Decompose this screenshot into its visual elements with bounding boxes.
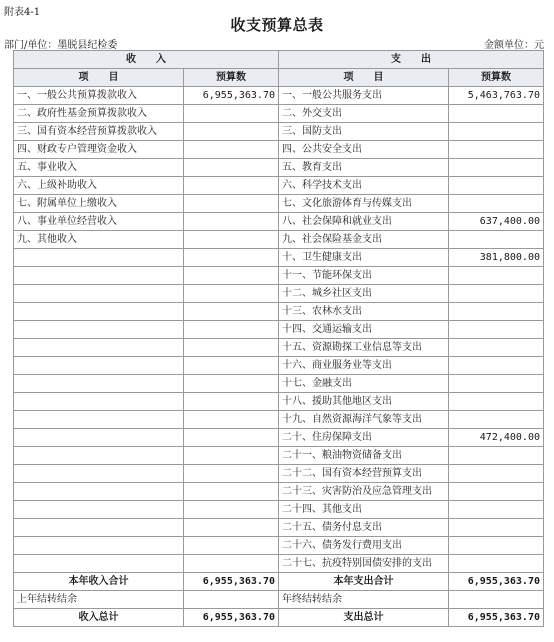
- income-amount-cell: [184, 123, 279, 141]
- income-total-label: 收入总计: [14, 609, 184, 627]
- income-item-cell: [14, 285, 184, 303]
- expense-item-cell: 十六、商业服务业等支出: [279, 357, 449, 375]
- expense-item-cell: 二十三、灾害防治及应急管理支出: [279, 483, 449, 501]
- expense-amount-cell: [449, 339, 544, 357]
- expense-item-cell: 十五、资源勘探工业信息等支出: [279, 339, 449, 357]
- table-row: [14, 447, 544, 465]
- table-row: [14, 321, 544, 339]
- expense-amount-cell: [449, 231, 544, 249]
- income-item-cell: 六、上级补助收入: [14, 177, 184, 195]
- income-amount-cell: [184, 195, 279, 213]
- income-item-cell: [14, 537, 184, 555]
- income-amount-cell: [184, 267, 279, 285]
- income-item-cell: [14, 429, 184, 447]
- expense-item-cell: 五、教育支出: [279, 159, 449, 177]
- income-item-cell: [14, 519, 184, 537]
- income-amount-cell: [184, 321, 279, 339]
- table-row: [14, 303, 544, 321]
- expense-item-cell: 二十二、国有资本经营预算支出: [279, 465, 449, 483]
- income-item-cell: [14, 357, 184, 375]
- expense-amount-cell: 472,400.00: [449, 429, 544, 447]
- income-item-cell: 三、国有资本经营预算拨款收入: [14, 123, 184, 141]
- expense-amount-cell: 637,400.00: [449, 213, 544, 231]
- expense-amount-cell: [449, 321, 544, 339]
- expense-item-cell: 十八、援助其他地区支出: [279, 393, 449, 411]
- income-amount-cell: [184, 177, 279, 195]
- income-item-cell: 二、政府性基金预算拨款收入: [14, 105, 184, 123]
- table-row: [14, 375, 544, 393]
- subtotal-row: [14, 573, 544, 591]
- expense-item-cell: 六、科学技术支出: [279, 177, 449, 195]
- expense-item-cell: 十四、交通运输支出: [279, 321, 449, 339]
- expense-amount-cell: [449, 465, 544, 483]
- expense-amount-cell: [449, 195, 544, 213]
- expense-item-cell: 九、社会保险基金支出: [279, 231, 449, 249]
- expense-item-cell: 三、国防支出: [279, 123, 449, 141]
- expense-item-cell: 十、卫生健康支出: [279, 249, 449, 267]
- table-row: [14, 195, 544, 213]
- table-row: [14, 411, 544, 429]
- income-total-amount: 6,955,363.70: [184, 609, 279, 627]
- expense-amount-cell: [449, 483, 544, 501]
- income-amount-cell: [184, 159, 279, 177]
- income-item-cell: 八、事业单位经营收入: [14, 213, 184, 231]
- table-row: [14, 87, 544, 105]
- expense-item-cell: 二十五、债务付息支出: [279, 519, 449, 537]
- table-row: [14, 501, 544, 519]
- income-item-cell: [14, 321, 184, 339]
- expense-item-cell: 十九、自然资源海洋气象等支出: [279, 411, 449, 429]
- income-amount-cell: [184, 447, 279, 465]
- expense-carryover-amount: [449, 591, 544, 609]
- annex-label: 附表4-1: [4, 7, 41, 18]
- expense-item-cell: 十三、农林水支出: [279, 303, 449, 321]
- income-subtotal-amount: 6,955,363.70: [184, 573, 279, 591]
- income-item-header: 项 目: [14, 69, 184, 87]
- expense-item-cell: 二十、住房保障支出: [279, 429, 449, 447]
- table-row: [14, 483, 544, 501]
- income-item-cell: [14, 375, 184, 393]
- table-row: [14, 393, 544, 411]
- expense-budget-header: 预算数: [449, 69, 544, 87]
- table-row: [14, 519, 544, 537]
- expense-amount-cell: [449, 447, 544, 465]
- expense-amount-cell: [449, 123, 544, 141]
- income-amount-cell: [184, 519, 279, 537]
- expense-amount-cell: [449, 141, 544, 159]
- expense-item-cell: 八、社会保障和就业支出: [279, 213, 449, 231]
- expense-amount-cell: [449, 357, 544, 375]
- income-amount-cell: 6,955,363.70: [184, 87, 279, 105]
- expense-amount-cell: [449, 177, 544, 195]
- income-amount-cell: [184, 141, 279, 159]
- table-row: [14, 177, 544, 195]
- income-section-header: 收 入: [14, 51, 279, 69]
- income-item-cell: 九、其他收入: [14, 231, 184, 249]
- income-item-cell: [14, 339, 184, 357]
- expense-amount-cell: [449, 285, 544, 303]
- expense-amount-cell: [449, 537, 544, 555]
- column-header-row: [14, 69, 544, 87]
- income-amount-cell: [184, 213, 279, 231]
- expense-item-cell: 十一、节能环保支出: [279, 267, 449, 285]
- expense-amount-cell: [449, 501, 544, 519]
- income-item-cell: [14, 483, 184, 501]
- income-amount-cell: [184, 411, 279, 429]
- income-item-cell: [14, 447, 184, 465]
- section-header-row: [14, 51, 544, 69]
- carryover-row: [14, 591, 544, 609]
- table-row: [14, 339, 544, 357]
- expense-amount-cell: [449, 519, 544, 537]
- budget-summary-table: [13, 50, 544, 627]
- expense-amount-cell: [449, 555, 544, 573]
- expense-item-cell: 十七、金融支出: [279, 375, 449, 393]
- income-item-cell: [14, 411, 184, 429]
- table-row: [14, 285, 544, 303]
- expense-amount-cell: 381,800.00: [449, 249, 544, 267]
- expense-item-cell: 七、文化旅游体育与传媒支出: [279, 195, 449, 213]
- table-row: [14, 123, 544, 141]
- income-item-cell: [14, 249, 184, 267]
- income-amount-cell: [184, 501, 279, 519]
- table-row: [14, 159, 544, 177]
- table-row: [14, 213, 544, 231]
- table-row: [14, 555, 544, 573]
- page-title: 收支预算总表: [230, 16, 324, 34]
- income-amount-cell: [184, 429, 279, 447]
- expense-item-cell: 四、公共安全支出: [279, 141, 449, 159]
- expense-item-cell: 二十七、抗疫特别国债安排的支出: [279, 555, 449, 573]
- expense-item-cell: 二、外交支出: [279, 105, 449, 123]
- income-item-cell: [14, 393, 184, 411]
- expense-amount-cell: [449, 303, 544, 321]
- expense-item-cell: 二十六、债务发行费用支出: [279, 537, 449, 555]
- expense-item-header: 项 目: [279, 69, 449, 87]
- expense-section-header: 支 出: [279, 51, 544, 69]
- income-amount-cell: [184, 357, 279, 375]
- income-amount-cell: [184, 465, 279, 483]
- expense-amount-cell: [449, 393, 544, 411]
- currency-unit-label: 金额单位：元: [484, 40, 544, 51]
- income-item-cell: [14, 267, 184, 285]
- table-row: [14, 249, 544, 267]
- expense-amount-cell: 5,463,763.70: [449, 87, 544, 105]
- expense-item-cell: 二十一、粮油物资储备支出: [279, 447, 449, 465]
- expense-amount-cell: [449, 411, 544, 429]
- table-row: [14, 267, 544, 285]
- income-amount-cell: [184, 105, 279, 123]
- income-item-cell: [14, 465, 184, 483]
- income-amount-cell: [184, 537, 279, 555]
- income-amount-cell: [184, 285, 279, 303]
- grand-total-row: [14, 609, 544, 627]
- expense-item-cell: 二十四、其他支出: [279, 501, 449, 519]
- income-carryover-amount: [184, 591, 279, 609]
- income-amount-cell: [184, 393, 279, 411]
- table-row: [14, 231, 544, 249]
- income-item-cell: [14, 303, 184, 321]
- table-row: [14, 465, 544, 483]
- income-item-cell: 五、事业收入: [14, 159, 184, 177]
- income-amount-cell: [184, 249, 279, 267]
- expense-amount-cell: [449, 159, 544, 177]
- income-amount-cell: [184, 339, 279, 357]
- expense-carryover-label: 年终结转结余: [279, 591, 449, 609]
- expense-amount-cell: [449, 105, 544, 123]
- table-row: [14, 537, 544, 555]
- income-item-cell: 四、财政专户管理资金收入: [14, 141, 184, 159]
- expense-item-cell: 十二、城乡社区支出: [279, 285, 449, 303]
- table-body: [14, 87, 544, 573]
- table-row: [14, 429, 544, 447]
- table-row: [14, 105, 544, 123]
- income-item-cell: 七、附属单位上缴收入: [14, 195, 184, 213]
- income-item-cell: [14, 501, 184, 519]
- income-amount-cell: [184, 231, 279, 249]
- table-row: [14, 141, 544, 159]
- expense-amount-cell: [449, 375, 544, 393]
- department-label: 部门/单位：墨脱县纪检委: [4, 40, 118, 51]
- expense-item-cell: 一、一般公共服务支出: [279, 87, 449, 105]
- income-item-cell: 一、一般公共预算拨款收入: [14, 87, 184, 105]
- income-item-cell: [14, 555, 184, 573]
- income-budget-header: 预算数: [184, 69, 279, 87]
- income-amount-cell: [184, 303, 279, 321]
- expense-total-label: 支出总计: [279, 609, 449, 627]
- income-carryover-label: 上年结转结余: [14, 591, 184, 609]
- income-amount-cell: [184, 555, 279, 573]
- table-row: [14, 357, 544, 375]
- expense-subtotal-amount: 6,955,363.70: [449, 573, 544, 591]
- income-subtotal-label: 本年收入合计: [14, 573, 184, 591]
- expense-subtotal-label: 本年支出合计: [279, 573, 449, 591]
- income-amount-cell: [184, 483, 279, 501]
- income-amount-cell: [184, 375, 279, 393]
- expense-amount-cell: [449, 267, 544, 285]
- expense-total-amount: 6,955,363.70: [449, 609, 544, 627]
